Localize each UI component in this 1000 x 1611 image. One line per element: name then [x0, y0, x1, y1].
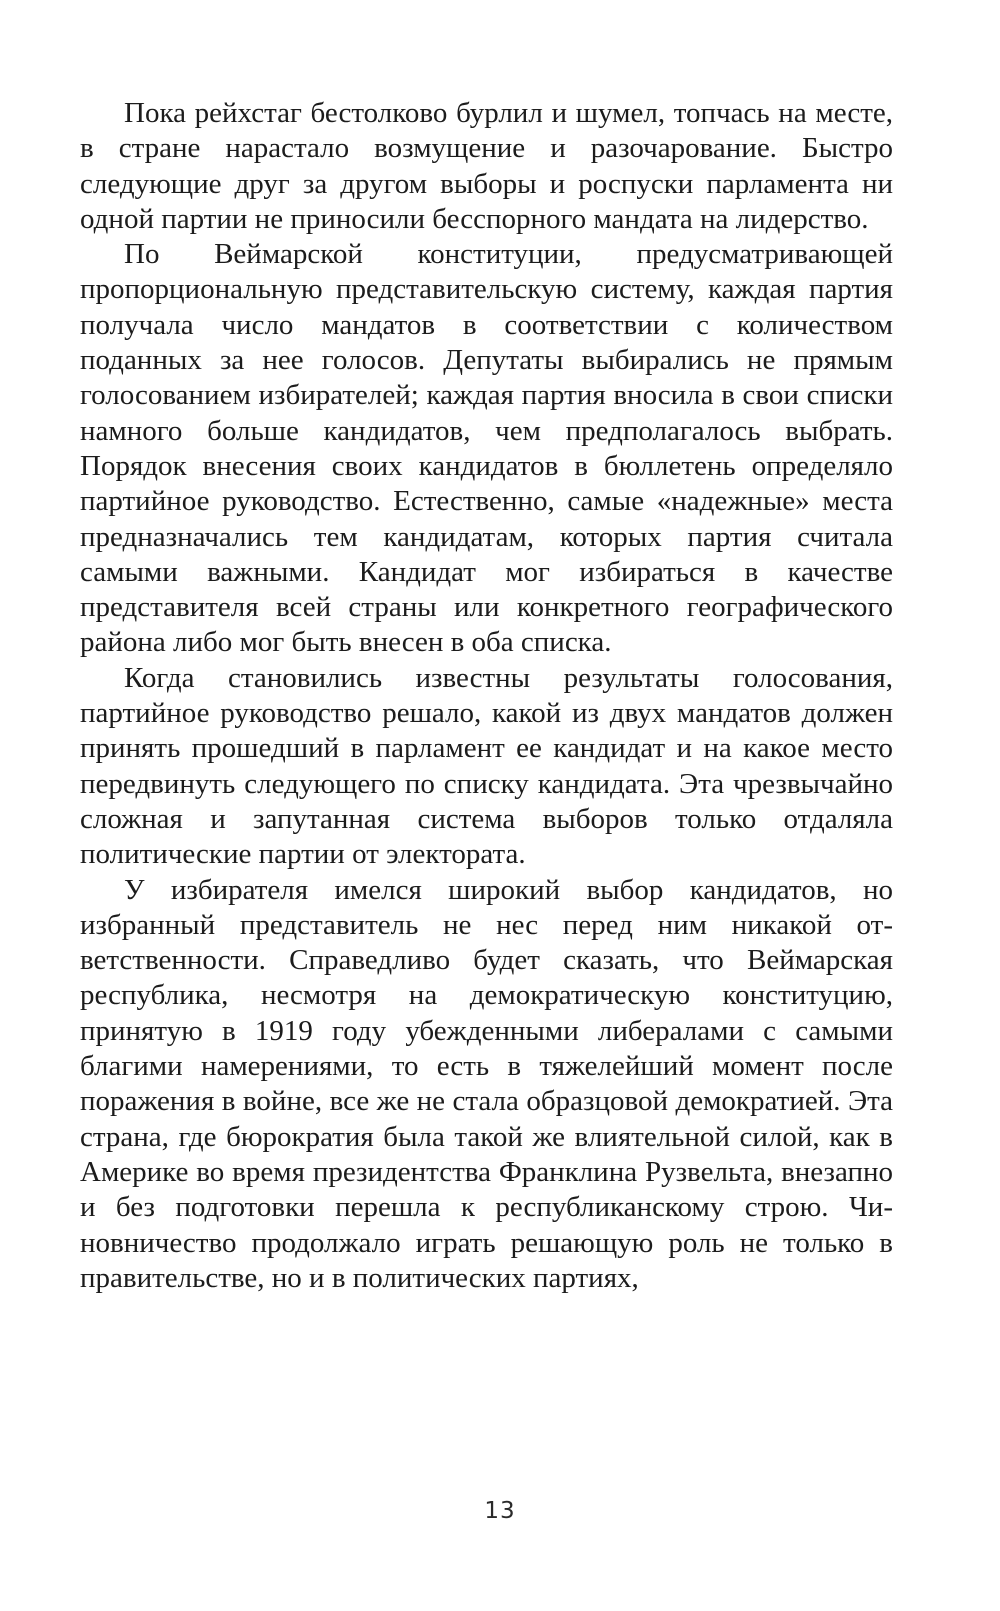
page-number: 13 [484, 1498, 516, 1524]
paragraph-3: Когда становились известны результаты голосования, партийное руководство решало, какой из двух мандатов должен принять прошедший в парламент ее кандидат и на какое место передвинуть следующего по списку кандидата. Эта чрезвычайно сложная и запутанная система выборов только отдаляла политические партии от электората. [80, 661, 893, 871]
paragraph-1: Пока рейхстаг бестолково бурлил и шумел, топчась на месте, в стране нарастало возмущение и разочарование. Быстро следующие друг за другом выборы и роспуски парламента ни одной партии не приносили бесспорного мандата на лидерство. [80, 97, 893, 235]
text-column [80, 96, 893, 1296]
book-page [80, 96, 893, 1536]
paragraph-2: По Веймарской конституции, предусматривающей пропорциональную представительскую систему, каждая партия получала число мандатов в соответствии с количеством поданных за нее голосов. Депутаты выбирались не прямым голосованием избирателей; каждая партия вносила в свои списки намного больше кандидатов, чем предполагалось выбрать. Порядок внесения своих кандидатов в бюллетень определяло партийное руководство. Естественно, самые «надежные» места предназначались тем кандидатам, которых партия считала самыми важными. Кандидат мог избираться в качестве представителя всей страны или конкретного географического района либо мог быть внесен в оба списка. [80, 238, 893, 659]
paragraph-4: У избирателя имелся широкий выбор кандидатов, но избранный представитель не нес перед ним никакой ответственности. Справедливо будет сказать, что Веймарская республика, несмотря на демократическую конституцию, принятую в 1919 году убежденными либералами с самыми благими намерениями, то есть в тяжелейший момент после поражения в войне, все же не стала образцовой демократией. Эта страна, где бюрократия была такой же влиятельной силой, как в Америке во время президентства Франклина Рузвельта, внезапно и без подготовки перешла к республиканскому строю. Чиновничество продолжало играть решающую роль не только в правительстве, но и в политических партиях, [80, 873, 893, 1294]
